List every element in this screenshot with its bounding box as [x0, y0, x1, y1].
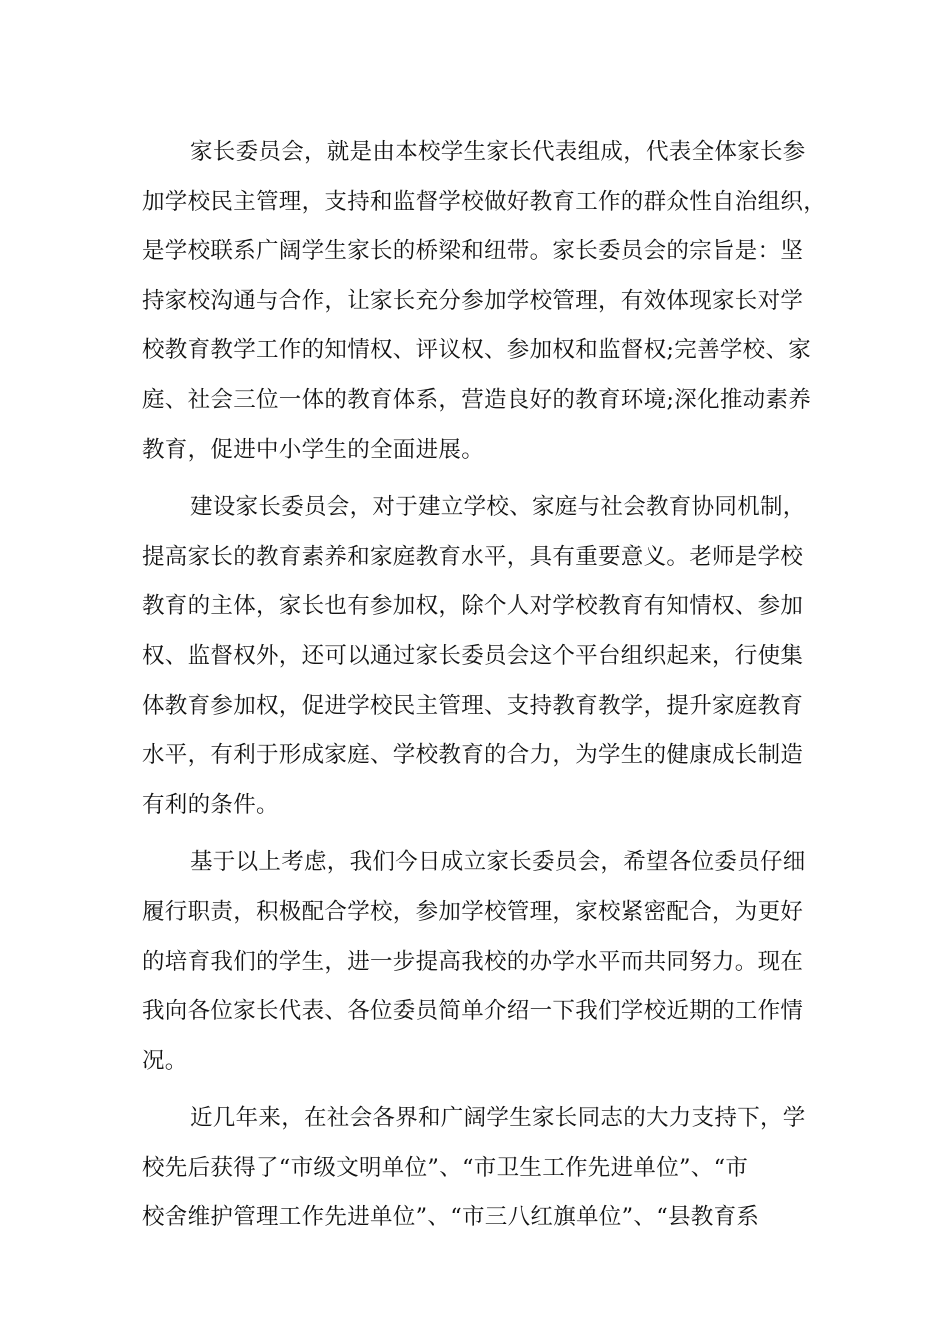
text-line: 近几年来，在社会各界和广阔学生家长同志的大力支持下，学 [190, 1105, 806, 1132]
text-line: 校先后获得了“市级文明单位”、“市卫生工作先进单位”、“市 [142, 1154, 749, 1181]
text-line: 教育的主体，家长也有参加权，除个人对学校教育有知情权、参加 [142, 593, 804, 620]
text-line: 家长委员会，就是由本校学生家长代表组成，代表全体家长参 [190, 139, 806, 165]
document-body [142, 128, 832, 1251]
text-line: 的培育我们的学生，进一步提高我校的办学水平而共同努力。现在 [142, 948, 804, 975]
paragraph-1 [142, 128, 832, 475]
text-line: 庭、社会三位一体的教育体系，营造良好的教育环境;深化推动素养 [142, 386, 812, 413]
text-line: 加学校民主管理，支持和监督学校做好教育工作的群众性自治组织， [142, 188, 827, 215]
text-line: 是学校联系广阔学生家长的桥梁和纽带。家长委员会的宗旨是：坚 [142, 238, 804, 265]
text-line: 建设家长委员会，对于建立学校、家庭与社会教育协同机制， [190, 494, 806, 521]
text-line: 权、监督权外，还可以通过家长委员会这个平台组织起来，行使集 [142, 642, 804, 669]
text-line: 提高家长的教育素养和家庭教育水平，具有重要意义。老师是学校 [142, 543, 804, 570]
text-line: 持家校沟通与合作，让家长充分参加学校管理，有效体现家长对学 [142, 287, 804, 314]
text-line: 况。 [142, 1047, 188, 1074]
text-line: 基于以上考虑，我们今日成立家长委员会，希望各位委员仔细 [190, 849, 806, 876]
text-line: 校教育教学工作的知情权、评议权、参加权和监督权;完善学校、家 [142, 337, 812, 364]
text-line: 有利的条件。 [142, 791, 279, 818]
text-line: 校舍维护管理工作先进单位”、“市三八红旗单位”、“县教育系 [142, 1204, 760, 1231]
text-line: 我向各位家长代表、各位委员简单介绍一下我们学校近期的工作情 [142, 998, 804, 1025]
paragraph-3 [142, 838, 832, 1086]
text-line: 履行职责，积极配合学校，参加学校管理，家校紧密配合，为更好 [142, 898, 804, 925]
text-line: 水平，有利于形成家庭、学校教育的合力，为学生的健康成长制造 [142, 742, 804, 769]
text-line: 体教育参加权，促进学校民主管理、支持教育教学，提升家庭教育 [142, 692, 804, 719]
text-line: 教育，促进中小学生的全面进展。 [142, 436, 485, 463]
paragraph-4 [142, 1094, 832, 1243]
paragraph-2 [142, 483, 832, 830]
